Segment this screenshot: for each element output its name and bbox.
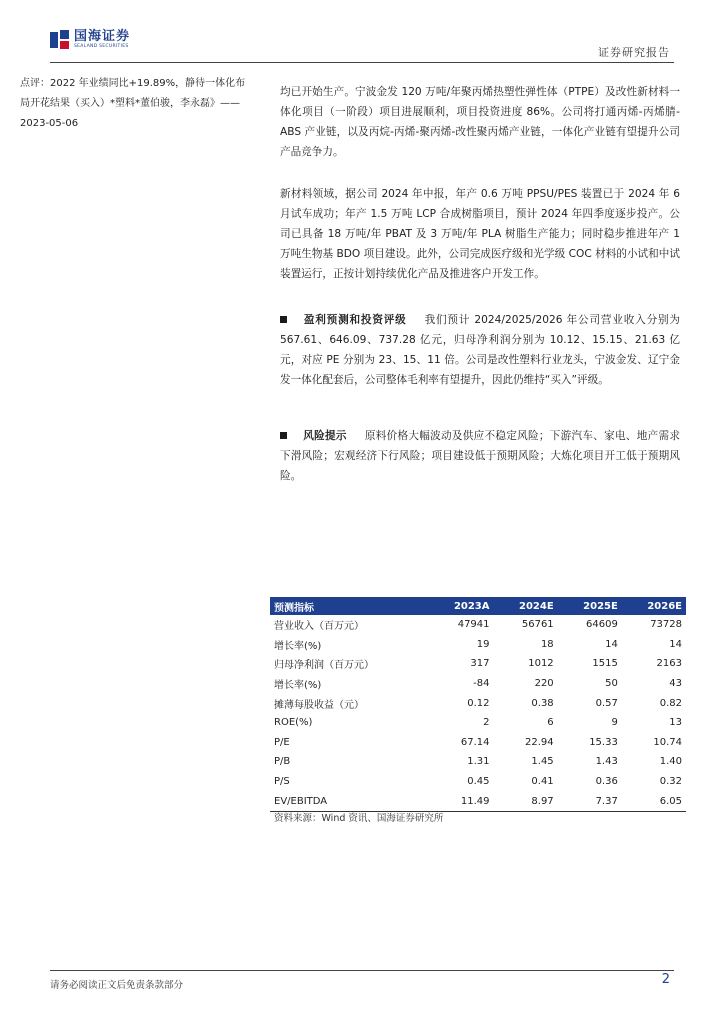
table-cell: 64609 (586, 619, 618, 631)
company-logo (50, 30, 130, 50)
logo-name: 国海证券 (74, 29, 131, 45)
table-cell: 0.32 (659, 776, 682, 788)
table-cell: 0.12 (467, 697, 490, 709)
table-cell: 15.33 (589, 736, 618, 748)
table-cell: 22.94 (525, 736, 554, 748)
footer-disclaimer: 请务必阅读正文后免责条款部分 (50, 980, 184, 991)
table-cell: 56761 (521, 619, 554, 631)
table-row (270, 713, 686, 733)
table-cell: 1.40 (659, 756, 682, 768)
table-row (270, 693, 686, 713)
table-source: 资料来源：Wind 资讯、国海证券研究所 (274, 813, 444, 824)
table-cell: 1515 (592, 658, 618, 670)
footer-divider (50, 970, 674, 971)
table-cell: -84 (473, 678, 490, 690)
table-header-row (270, 597, 686, 615)
table-cell: 14 (669, 638, 682, 650)
table-cell: 8.97 (494, 791, 558, 811)
table-cell: 2163 (656, 658, 682, 670)
table-cell: 0.45 (467, 776, 490, 788)
table-cell: 220 (534, 678, 554, 690)
table-cell: 47941 (457, 619, 490, 631)
table-cell: 2 (483, 717, 490, 729)
table-cell: 0.41 (531, 776, 554, 788)
row-label: ROE(%) (274, 717, 313, 729)
bullet-title: 风险提示 (303, 430, 347, 442)
bullet-square-icon (280, 316, 287, 323)
bullet-text: 原料价格大幅波动及供应不稳定风险；下游汽车、家电、地产需求下滑风险；宏观经济下行风险；项目建设低于预期风险；大炼化项目开工低于预期风险。 (280, 430, 681, 482)
column-header: 2026E (622, 597, 686, 615)
table-cell: 43 (669, 678, 682, 690)
row-label: 增长率(%) (274, 640, 322, 652)
table-cell: 18 (540, 638, 554, 650)
table-row (270, 733, 686, 753)
bullet-square-icon (280, 432, 287, 439)
logo-english-name: SEALAND SECURITIES (74, 44, 129, 50)
table-row (270, 635, 686, 655)
bullet-text: 我们预计 2024/2025/2026 年公司营业收入分别为 567.61、646.09、737.28 亿元，归母净利润分别为 10.12、15.15、21.63 亿元，对应 PE 分别为 23、15、11 倍。公司是改性塑料行业龙头，宁波金发、辽宁金发一体化配套后，公司整体毛利率有望提升，因此仍维持“买入”评级。 (280, 314, 680, 386)
report-type: 证券研究报告 (598, 46, 670, 59)
column-header: 2024E (494, 597, 558, 615)
table-row (270, 752, 686, 772)
table-cell: 317 (470, 658, 490, 670)
table-cell: 9 (611, 717, 618, 729)
table-cell: 1.45 (531, 756, 554, 768)
table-row (270, 772, 686, 792)
table-cell: 14 (605, 638, 618, 650)
row-label: 营业收入（百万元） (274, 621, 364, 633)
table-cell: 11.49 (428, 791, 494, 811)
page-number: 2 (661, 972, 670, 987)
table-cell: 0.38 (531, 697, 554, 709)
table-cell: 0.82 (659, 697, 682, 709)
table-cell: 67.14 (460, 736, 490, 748)
row-label: P/B (274, 756, 291, 768)
table-cell: 50 (605, 678, 618, 690)
table-cell: 13 (669, 717, 682, 729)
table-cell: 1012 (528, 658, 554, 670)
table-row (270, 654, 686, 674)
row-label: 摊薄每股收益（元） (274, 699, 364, 711)
table-cell: 1.31 (467, 756, 490, 768)
logo-icon (50, 30, 70, 50)
bullet-risk-warning (280, 426, 680, 486)
related-report-sidebar (20, 74, 260, 134)
table-cell: 0.36 (595, 776, 618, 788)
row-label: P/E (274, 736, 290, 748)
table-row (270, 674, 686, 694)
table-cell: 1.43 (595, 756, 618, 768)
related-report-title-line2: 局开花结果（买入）*塑料*董伯骏，李永磊》—— (20, 98, 240, 109)
table-row (270, 615, 686, 635)
table-cell: 73728 (650, 619, 682, 631)
table-cell: 0.57 (595, 697, 618, 709)
row-label: 增长率(%) (274, 680, 322, 692)
table-cell: 7.37 (558, 791, 622, 811)
table-row (270, 791, 686, 811)
forecast-table (270, 597, 686, 812)
column-header: 2025E (558, 597, 622, 615)
bullet-earnings-forecast (280, 310, 680, 390)
table-cell: 6.05 (622, 791, 686, 811)
table-cell: 6 (547, 717, 554, 729)
related-report-title-line1: 点评：2022 年业绩同比+19.89%，静待一体化布 (20, 78, 246, 89)
body-paragraph-1: 均已开始生产。宁波金发 120 万吨/年聚丙烯热塑性弹性体（PTPE）及改性新材料一体化项目（一阶段）项目进展顺利，项目投资进度 86%。公司将打通丙烯-丙烯腈-ABS 产业链，以及丙烷-丙烯-聚丙烯-改性聚丙烯产业链，一体化产业链有望提升公司产品竞争力。 (280, 86, 680, 158)
header-divider (50, 62, 674, 63)
body-paragraph-2: 新材料领域，据公司 2024 年中报，年产 0.6 万吨 PPSU/PES 装置已于 2024 年 6 月试车成功；年产 1.5 万吨 LCP 合成树脂项目，预计 2024 年四季度逐步投产。公司已具备 18 万吨/年 PBAT 及 3 万吨/年 PLA 树脂生产能力；同时稳步推进年产 1 万吨生物基 BDO 项目建设。此外，公司完成医疗级和光学级 COC 材料的小试和中试装置运行，正按计划持续优化产品及推进客户开发工作。 (280, 188, 680, 280)
row-label: EV/EBITDA (270, 791, 428, 811)
table-cell: 19 (476, 638, 490, 650)
related-report-date: 2023-05-06 (20, 118, 79, 129)
bullet-title: 盈利预测和投资评级 (303, 314, 407, 326)
column-header: 2023A (428, 597, 494, 615)
row-label: P/S (274, 776, 290, 788)
row-label: 归母净利润（百万元） (274, 660, 374, 672)
column-header: 预测指标 (270, 597, 428, 615)
table-cell: 10.74 (653, 736, 682, 748)
